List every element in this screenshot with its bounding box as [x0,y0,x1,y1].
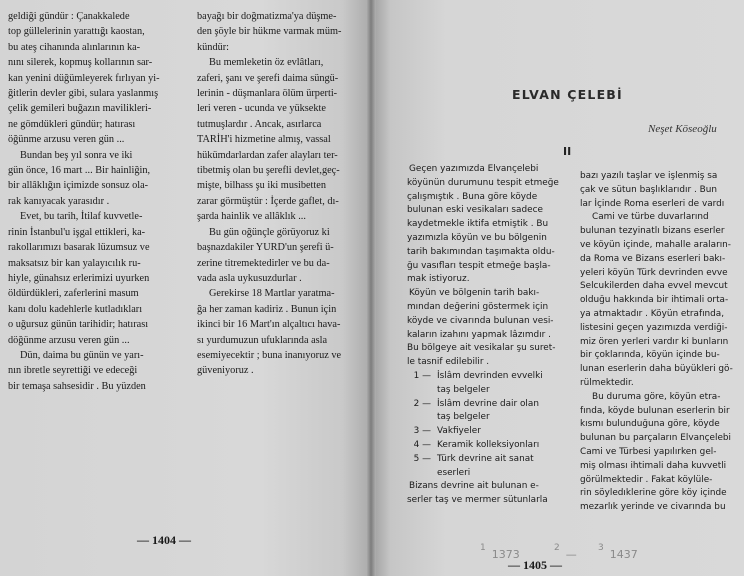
text-line: rinin İstanbul'u işgal ettikleri, ka- [8,226,146,238]
text-line: tutmuşlardır . Ancak, asırlarca [197,118,322,130]
text-line: le tasnif edilebilir . [407,357,490,368]
text-line: TARİH'i hizmetine almış, vassal [197,134,331,146]
paragraph [8,348,178,394]
text-line: Geçen yazımızda Elvançelebi [409,164,539,174]
text-line: bir allâklığın içimizde sonsuz ola- [8,180,149,192]
paragraph [8,9,178,148]
text-line: ya atmaktadır . Köyün etrafında, [580,308,725,319]
text-line: ve köyün içinde, mahalle araların- [580,239,732,250]
text-line: rülmektedir. [580,377,634,388]
list-text: Vakfiyeler [437,426,481,437]
paragraph [580,170,732,211]
paragraph-byzantine [397,480,567,508]
text-line: çelik gemileri buğazın mavilikleri- [8,103,152,115]
text-line: kaların izahını yapmak lâzımdır . [407,329,551,340]
section-number: II [563,145,572,158]
paragraph [197,9,365,55]
text-line: Bu memleketin öz evlâtları, [209,57,324,69]
text-line: kündür: [197,41,230,53]
article-author: Neşet Köseoğlu [648,123,717,135]
text-line: ğa her zaman kadiriz . Bunun için [197,303,337,315]
text-line: esemiyecektir ; buna inanıyoruz ve [197,349,342,361]
text-line: geldiği gündür : Çanakkalede [8,11,130,22]
text-line: leri veren - ucunda ve yüksekte [197,103,326,115]
text-line: miş olması ihtimali daha kuvvetli [580,460,727,471]
text-line: mişte, bilhass şu iki musibetten [197,180,326,192]
text-line: o uğursuz günün tarihidir; hatırası [8,319,149,331]
text-line: güveniyoruz . [197,365,254,377]
text-line: köyde ve civarında bulunan vesi- [407,315,554,326]
text-line: kısmı bulunduğuna göre, köyde [580,419,720,430]
list-item [397,453,567,467]
text-line: nın ibretle seyrettiği ve edeceği [8,365,138,377]
text-line: mak istiyoruz. [407,274,470,285]
text-line: serler taş ve mermer sütunlarla [407,495,548,506]
text-line: yeleri köyün Türk devrinden evve [580,267,728,278]
paragraph [197,225,365,287]
text-line: hiyle, günahsız erlerimizi uyurken [8,272,150,284]
paragraph [197,55,365,224]
text-line: bir çoklarında, köyün içinde bu- [580,350,720,361]
text-line: çak ve sütun başlıklarıdır . Bun [580,184,717,195]
text-line: zarar görmüştür : İçerde gaflet, dı- [197,195,339,207]
text-line: görülmektedir . Fakat köylüle- [580,474,713,485]
text-line: döğünme arzusu veren gün ... [8,334,130,346]
pencil-annotation: $^2$ — [554,543,577,561]
list-continuation: taş belgeler [437,412,490,423]
text-line: ikinci bir 16 Mart'ın alçaltıcı hava- [197,319,341,331]
right-column-b [580,170,732,515]
list-item [397,425,567,439]
text-line: gün önce, 16 mart ... Bir hainliğin, [8,165,151,177]
text-line: rak kanıyacak yarasıdır . [8,195,110,207]
text-line: da Roma ve Bizans eserleri bakı- [580,253,726,264]
right-column-a [397,163,567,508]
list-number: 5 — [413,453,431,464]
text-line: öldürdükleri, zaferlerini masum [8,288,139,300]
book-gutter [366,0,376,576]
text-line: lar İçinde Roma eserleri de vardı [580,198,725,209]
text-line: lerinin - düşmanlara ölüm ürperti- [197,88,338,100]
text-line: zaferi, şanı ve şerefi daima süngü- [197,72,339,84]
text-line: ne gömdükleri gündür; hatırası [8,118,136,130]
text-line: ğu vasıfları tespit etmeğe başla- [407,260,551,271]
pencil-annotation: $^1$ 1373 [480,543,520,561]
list-text: Türk devrine ait sanat [437,453,534,464]
paragraph [580,391,732,515]
text-line: rakollarımızı basarak lüzumsuz ve [8,242,150,254]
list-item [397,398,567,412]
text-line: top güllelerinin yarattığı kaostan, [8,26,145,38]
paragraph [580,211,732,390]
text-line: fında, köyde bulunan eserlerin bir [580,405,730,416]
text-line: den şöyle bir hükme varmak müm- [197,26,342,38]
list-text: Keramik kolleksiyonları [437,439,540,450]
text-line: Evet, bu tarih, İtilaf kuvvetle- [20,211,143,223]
text-line: lunan eserlerin daha büyükleri gö- [580,364,733,375]
list-number: 2 — [413,398,431,409]
text-line: Bu gün oğünçle görüyoruz ki [209,226,330,238]
text-line: miz ören yerleri vardır ki bunların [580,336,729,347]
text-line: öğünme arzusu veren gün ... [8,134,125,146]
document-list [397,370,567,480]
text-line: nını silerek, kopmuş kollarının sar- [8,57,153,69]
text-line: zerine titremektedirler ve bu da- [197,257,330,269]
text-line: Cami ve Türbesi yapılırken gel- [580,446,717,457]
text-line: rin söyledıklerine göre köy içinde [580,488,727,499]
text-line: ğitlerin devler gibi, sulara yaslanmış [8,88,159,100]
pencil-annotation: $^3$ 1437 [598,543,638,561]
list-number: 4 — [413,439,431,450]
text-line: bulunan tezyinatlı bizans eserler [580,226,725,237]
list-number: 1 — [413,370,431,381]
text-line: olduğu hakkında bir ihtimali orta- [580,295,729,306]
text-line: yazımızla köyün ve bu bölgenin [407,232,547,243]
text-line: bir temaşa sahsesidir . Bu yüzden [8,380,146,392]
text-line: bu ateş cihanında alınlarının ka- [8,41,141,53]
text-line: tibetmiş olan bu şerefli devlet,geç- [197,165,340,177]
list-continuation: taş belgeler [437,384,490,395]
text-line: mından değerini göstermek için [407,301,549,312]
text-line: başnazdakiler YURD'un şerefi ü- [197,242,334,254]
text-line: Selcukilerden daha evvel mevcut [580,281,728,292]
page-number-left: — 1404 — [137,533,191,547]
left-column-b [197,9,365,379]
text-line: Bizans devrine ait bulunan e- [409,481,539,492]
text-line: Bundan beş yıl sonra ve iki [20,149,133,161]
paragraph-intro [397,163,567,287]
text-line: sı yurdumuzun ufuklarında asla [197,334,328,346]
list-continuation: eserleri [437,467,471,478]
text-line: Cami ve türbe duvarlarınd [592,212,709,223]
text-line: şarda hainlik ve allâklık ... [197,211,306,223]
list-item [397,439,567,453]
text-line: kanı dolu kadehlerle kutladıkları [8,303,143,315]
list-number: 3 — [413,426,431,437]
text-line: kaydetmekle iktifa etmiştik . Bu [407,219,549,230]
article-title: ELVAN ÇELEBİ [512,87,623,102]
text-line: Bu duruma göre, köyün etra- [592,391,721,402]
list-item [397,370,567,384]
text-line: bulunan bu parçaların Elvançelebi [580,433,732,444]
text-line: bayağı bir doğmatizma'ya düşme- [197,11,337,22]
text-line: çalışmıştık . Buna göre köyde [407,191,538,202]
left-column-a [8,9,178,394]
text-line: maksatsız bir kan yalayıcılık ru- [8,257,141,269]
list-text: İslâm devrinden evvelki [437,370,543,381]
text-line: bazı yazılı taşlar ve işlenmiş sa [580,171,718,181]
text-line: kan yenini düğümleyerek fırlıyan yi- [8,72,160,84]
text-line: vada asla uykusuzdurlar . [197,272,302,284]
text-line: Gerekirse 18 Martlar yaratma- [209,288,335,300]
paragraph [8,148,178,210]
text-line: hükümdarlardan zafer alayları ter- [197,149,338,161]
list-text: İslâm devrine dair olan [437,398,539,409]
text-line: listesini geçen yazımızda verdiği- [580,322,728,333]
text-line: mezarlık yerinde ve civarında bu [580,502,726,513]
text-line: bulunan eski vesikaları sadece [407,205,543,216]
paragraph [8,209,178,348]
text-line: Dün, daima bu günün ve yarı- [20,349,144,361]
page-number-right: — 1405 — [508,558,562,572]
paragraph-classification [397,287,567,370]
paragraph [197,286,365,378]
text-line: tarih bakımından taşımakta oldu- [407,246,555,257]
text-line: Bu bölgeye ait vesikalar şu suret- [407,343,556,354]
text-line: köyünün durumunu tespit etmeğe [407,177,559,188]
text-line: Köyün ve bölgenin tarih bakı- [409,288,540,299]
